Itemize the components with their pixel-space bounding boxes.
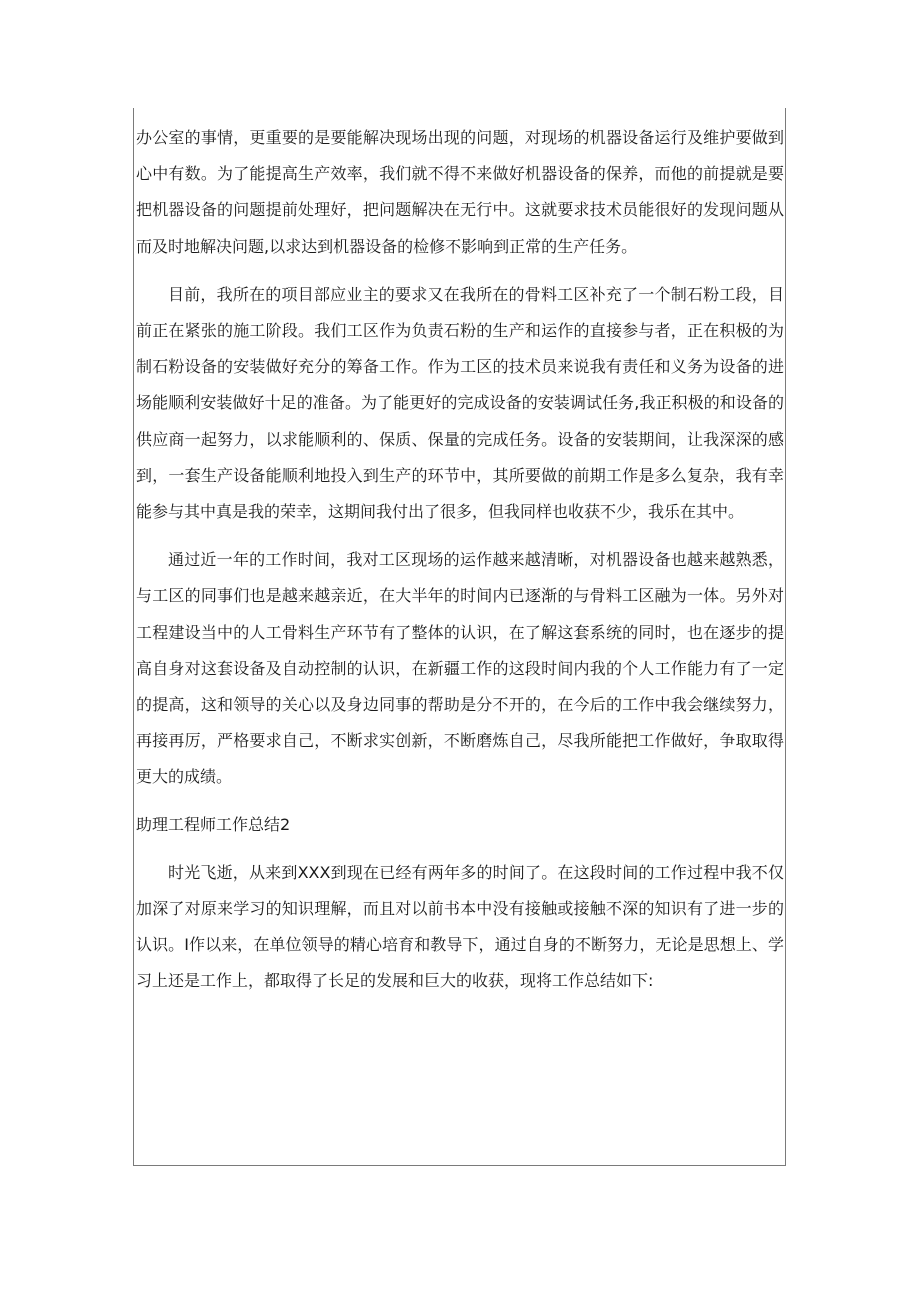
paragraph-one-year-summary: 通过近一年的工作时间，我对工区现场的运作越来越清晰，对机器设备也越来越熟悉，与工区的同事们也是越来越亲近，在大半年的时间内已逐渐的与骨料工区融为一体。另外对工程建设当中的人工骨料生产环节有了整体的认识，在了解这套系统的同时，也在逐步的提高自身对这套设备及自动控制的认识，在新疆工作的这段时间内我的个人工作能力有了一定的提高，这和领导的关心以及身边同事的帮助是分不开的，在今后的工作中我会继续努力，再接再厉，严格要求自己，不断求实创新，不断磨炼自己，尽我所能把工作做好，争取取得更大的成绩。 (136, 550, 784, 787)
section-title: 助理工程师工作总结2 (136, 814, 291, 834)
paragraph-stone-powder-section: 目前，我所在的项目部应业主的要求又在我所在的骨料工区补充了一个制石粉工段，目前正在紧张的施工阶段。我们工区作为负责石粉的生产和运作的直接参与者，正在积极的为制石粉设备的安装做好充分的筹备工作。作为工区的技术员来说我有责任和义务为设备的进场能顺利安装做好十足的准备。为了能更好的完成设备的安装调试任务,我正积极的和设备的供应商一起努力，以求能顺利的、保质、保量的完成任务。设备的安装期间，让我深深的感到，一套生产设备能顺利地投入到生产的环节中，其所要做的前期工作是多么复杂，我有幸能参与其中真是我的荣幸，这期间我付出了很多，但我同样也收获不少，我乐在其中。 (136, 284, 784, 522)
document-body (136, 120, 784, 1000)
paragraph-summary-2-intro: 时光飞逝，从来到XXX到现在已经有两年多的时间了。在这段时间的工作过程中我不仅加深了对原来学习的知识理解，而且对以前书本中没有接触或接触不深的知识有了进一步的认识。I作以来，在单位领导的精心培育和教导下，通过自身的不断努力，无论是思想上、学习上还是工作上，都取得了长足的发展和巨大的收获，现将工作总结如下: (136, 862, 784, 991)
paragraph-continued: 办公室的事情，更重要的是要能解决现场出现的问题，对现场的机器设备运行及维护要做到心中有数。为了能提高生产效率，我们就不得不来做好机器设备的保养，而他的前提就是要把机器设备的问题提前处理好，把问题解决在无行中。这就要求技术员能很好的发现问题从而及时地解决问题,以求达到机器设备的检修不影响到正常的生产任务。 (136, 128, 784, 256)
